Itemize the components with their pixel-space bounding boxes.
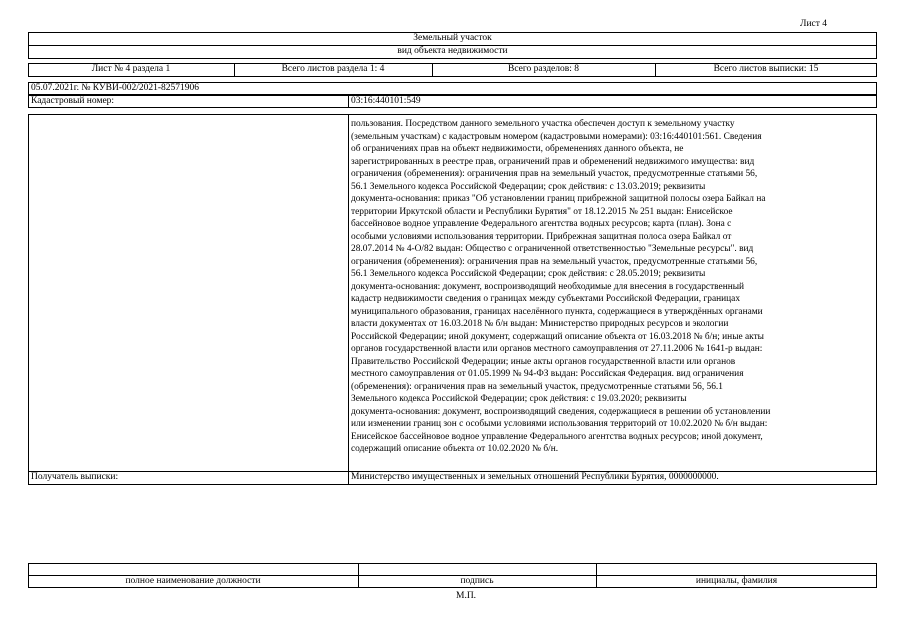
content-line: Енисейское бассейновое водное управление Федерального агентства водных ресурсов; иной документ,: [351, 431, 763, 442]
stamp-label: М.П.: [456, 591, 477, 601]
content-line: документа-основания: документ, воспроизводящий сведения, содержащиеся в решении об установлении: [351, 406, 771, 417]
content-line: Российской Федерации; иной документ, содержащий описание объекта от 16.03.2018 № б/н; иные акты: [351, 331, 764, 342]
content-line: бассейновое водное управление Федерального агентства водных ресурсов; карта (план). Зона с: [351, 219, 732, 229]
cadastral-row: [28, 95, 877, 108]
content-line: местного самоуправления от 01.05.1999 № 94-ФЗ выдан: Российская Федерация. вид ограничения: [351, 369, 744, 379]
total-sheets-section: Всего листов раздела 1: 4: [281, 64, 385, 74]
position-label: полное наименование должности: [125, 576, 261, 586]
restrictions-text: [351, 118, 856, 456]
content-line: документа-основания: приказ "Об установлении границ прибрежной защитной полосы озера Байкал на: [351, 194, 766, 204]
content-line: пользования. Посредством данного земельного участка обеспечен доступ к земельному участку: [351, 119, 735, 129]
content-line: территории Иркутской области и Республики Бурятия" от 18.12.2015 № 251 выдан: Енисейское: [351, 206, 733, 217]
object-subtitle: вид объекта недвижимости: [397, 46, 508, 56]
sheet-label: Лист 4: [800, 19, 828, 29]
total-sections: Всего разделов: 8: [507, 64, 579, 74]
cadastral-divider: [348, 95, 349, 108]
content-line: ограничения (обременения): ограничения прав на земельный участок, предусмотренные статьями 56,: [351, 169, 758, 179]
content-line: особыми условиями использования территории. Прибрежная защитная полоса озера Байкал от: [351, 231, 732, 242]
content-line: 56.1 Земельного кодекса Российской Федерации; срок действия: с 13.03.2019; реквизиты: [351, 181, 706, 192]
content-line: ограничения (обременения): ограничения прав на земельный участок, предусмотренные статьями 56,: [351, 256, 758, 267]
content-line: (обременения): ограничения прав на земельный участок, предусмотренные статьями 56, 56.1: [351, 381, 723, 392]
cadastral-value: 03:16:440101:549: [351, 96, 421, 106]
signature-label: подпись: [460, 576, 494, 586]
content-divider: [348, 114, 349, 485]
content-line: документа-основания: документ, воспроизводящий необходимые для внесения в государственный: [351, 281, 745, 292]
name-label: инициалы, фамилия: [695, 576, 778, 586]
recipient-value: Министерство имущественных и земельных отношений Республики Бурятия, 0000000000.: [351, 472, 719, 482]
content-line: 56.1 Земельного кодекса Российской Федерации; срок действия: с 28.05.2019; реквизиты: [351, 269, 706, 279]
total-sheets-extract: Всего листов выписки: 15: [713, 64, 819, 74]
content-line: власти документах от 16.03.2018 № б/н выдан: Министерство природных ресурсов и экологии: [351, 319, 729, 329]
content-line: об ограничениях прав на объект недвижимости, обременениях данного объекта, не: [351, 144, 684, 154]
content-line: (земельным участкам) с кадастровым номером (кадастровыми номерами): 03:16:440101:561. Сведения: [351, 131, 762, 142]
content-line: или изменении границ зон с особыми условиями использования территорий от 10.02.2020 № б/н выдан:: [351, 419, 768, 429]
content-line: кадастр недвижимости сведения о границах между субъектами Российской Федерации, границах: [351, 294, 741, 304]
record-date-number: 05.07.2021г. № КУВИ-002/2021-82571906: [31, 83, 200, 93]
object-title: Земельный участок: [413, 33, 492, 43]
sheet-of-section: Лист № 4 раздела 1: [91, 64, 171, 74]
content-line: зарегистрированных в реестре прав, ограничений прав и обременений недвижимого имущества: вид: [351, 156, 755, 167]
content-line: муниципального образования, границах населённого пункта, содержащиеся в утверждённых органами: [351, 306, 763, 317]
recipient-label: Получатель выписки:: [31, 472, 119, 482]
content-line: Земельного кодекса Российской Федерации; срок действия: с 19.03.2020; реквизиты: [351, 394, 687, 404]
content-line: Правительство Российской Федерации; иные акты органов государственной власти или органов: [351, 356, 736, 367]
content-line: содержащий описание объекта от 10.02.2020 № б/н.: [351, 444, 559, 454]
cadastral-label: Кадастровый номер:: [31, 96, 115, 106]
content-line: 28.07.2014 № 4-О/82 выдан: Общество с ограниченной ответственностью "Земельные ресурсы". вид: [351, 244, 754, 254]
content-line: органов государственной власти или органов местного самоуправления от 27.11.2006 № 1641-р выдан:: [351, 344, 763, 354]
